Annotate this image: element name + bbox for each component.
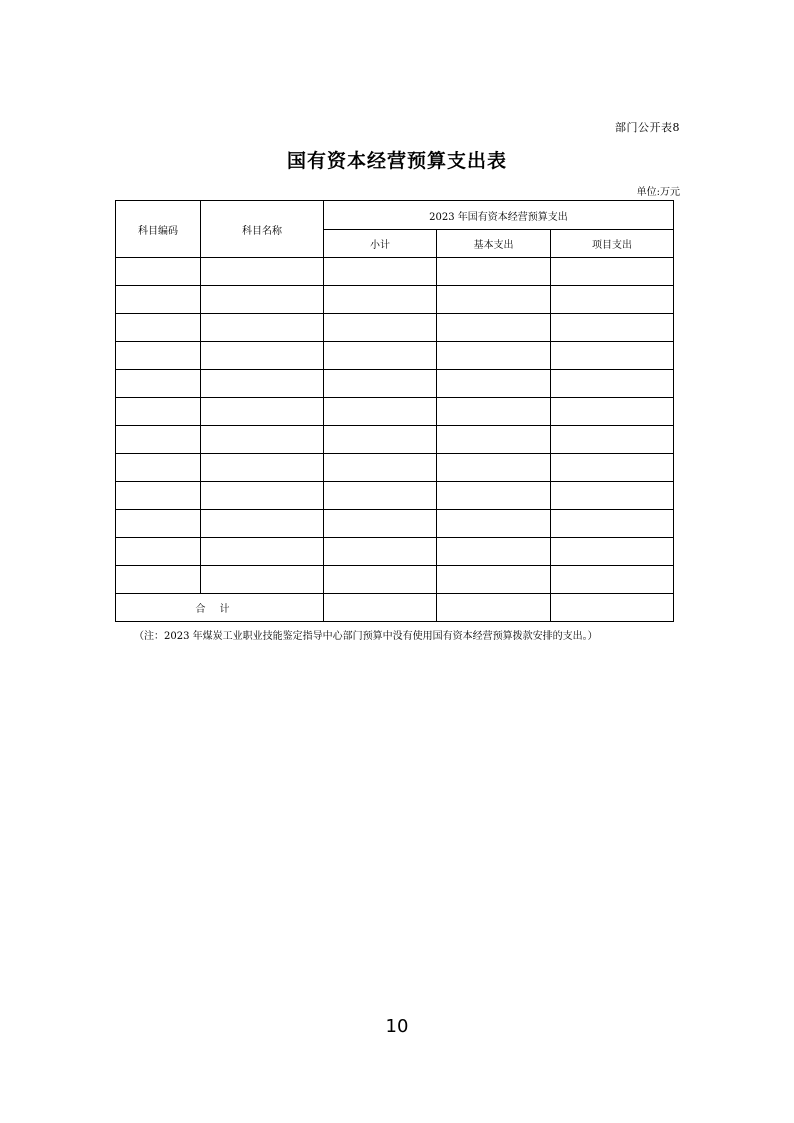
table-row: [116, 482, 674, 510]
name-cell: [201, 482, 324, 510]
header-subject-name: 科目名称: [201, 201, 324, 258]
project-cell: [551, 454, 674, 482]
basic-cell: [437, 426, 551, 454]
project-cell: [551, 342, 674, 370]
basic-cell: [437, 482, 551, 510]
subtotal-cell: [324, 258, 437, 286]
basic-cell: [437, 566, 551, 594]
budget-expenditure-table: [115, 200, 674, 622]
subtotal-cell: [324, 454, 437, 482]
code-cell: [116, 286, 201, 314]
table-row: [116, 258, 674, 286]
code-cell: [116, 426, 201, 454]
basic-cell: [437, 258, 551, 286]
basic-cell: [437, 538, 551, 566]
table-row: [116, 538, 674, 566]
name-cell: [201, 286, 324, 314]
subtotal-cell: [324, 398, 437, 426]
table-row: [116, 454, 674, 482]
total-project-cell: [551, 594, 674, 622]
project-cell: [551, 510, 674, 538]
project-cell: [551, 426, 674, 454]
table-row: [116, 314, 674, 342]
subtotal-cell: [324, 482, 437, 510]
total-basic-cell: [437, 594, 551, 622]
project-cell: [551, 538, 674, 566]
table-row: [116, 286, 674, 314]
code-cell: [116, 398, 201, 426]
basic-cell: [437, 370, 551, 398]
document-title: 国有资本经营预算支出表: [286, 150, 507, 172]
total-label: 合计: [116, 594, 324, 622]
subtotal-cell: [324, 370, 437, 398]
header-project-expenditure: 项目支出: [551, 230, 674, 258]
total-subtotal-cell: [324, 594, 437, 622]
basic-cell: [437, 314, 551, 342]
basic-cell: [437, 454, 551, 482]
code-cell: [116, 538, 201, 566]
name-cell: [201, 426, 324, 454]
name-cell: [201, 314, 324, 342]
table-row: [116, 566, 674, 594]
basic-cell: [437, 342, 551, 370]
table-reference-label: 部门公开表8: [615, 121, 680, 134]
table-row: [116, 370, 674, 398]
subtotal-cell: [324, 510, 437, 538]
table-row: [116, 426, 674, 454]
project-cell: [551, 370, 674, 398]
name-cell: [201, 342, 324, 370]
name-cell: [201, 398, 324, 426]
table-row: [116, 398, 674, 426]
name-cell: [201, 566, 324, 594]
basic-cell: [437, 286, 551, 314]
table-row: [116, 342, 674, 370]
name-cell: [201, 258, 324, 286]
header-subtotal: 小计: [324, 230, 437, 258]
name-cell: [201, 510, 324, 538]
subtotal-cell: [324, 286, 437, 314]
subtotal-cell: [324, 426, 437, 454]
project-cell: [551, 566, 674, 594]
total-row: [116, 594, 674, 622]
code-cell: [116, 370, 201, 398]
header-budget-group: 2023 年国有资本经营预算支出: [324, 201, 674, 230]
name-cell: [201, 370, 324, 398]
code-cell: [116, 454, 201, 482]
basic-cell: [437, 510, 551, 538]
table-row: [116, 510, 674, 538]
subtotal-cell: [324, 566, 437, 594]
subtotal-cell: [324, 342, 437, 370]
table-body: [116, 258, 674, 622]
code-cell: [116, 258, 201, 286]
code-cell: [116, 482, 201, 510]
code-cell: [116, 566, 201, 594]
project-cell: [551, 258, 674, 286]
project-cell: [551, 314, 674, 342]
subtotal-cell: [324, 538, 437, 566]
project-cell: [551, 286, 674, 314]
code-cell: [116, 314, 201, 342]
header-subject-code: 科目编码: [116, 201, 201, 258]
basic-cell: [437, 398, 551, 426]
subtotal-cell: [324, 314, 437, 342]
footnote: （注：2023 年煤炭工业职业技能鉴定指导中心部门预算中没有使用国有资本经营预算拨款安排的支出。）: [134, 631, 598, 642]
code-cell: [116, 342, 201, 370]
page-number: 10: [385, 1016, 409, 1037]
code-cell: [116, 510, 201, 538]
name-cell: [201, 538, 324, 566]
project-cell: [551, 398, 674, 426]
project-cell: [551, 482, 674, 510]
unit-label: 单位:万元: [636, 187, 680, 198]
name-cell: [201, 454, 324, 482]
header-basic-expenditure: 基本支出: [437, 230, 551, 258]
